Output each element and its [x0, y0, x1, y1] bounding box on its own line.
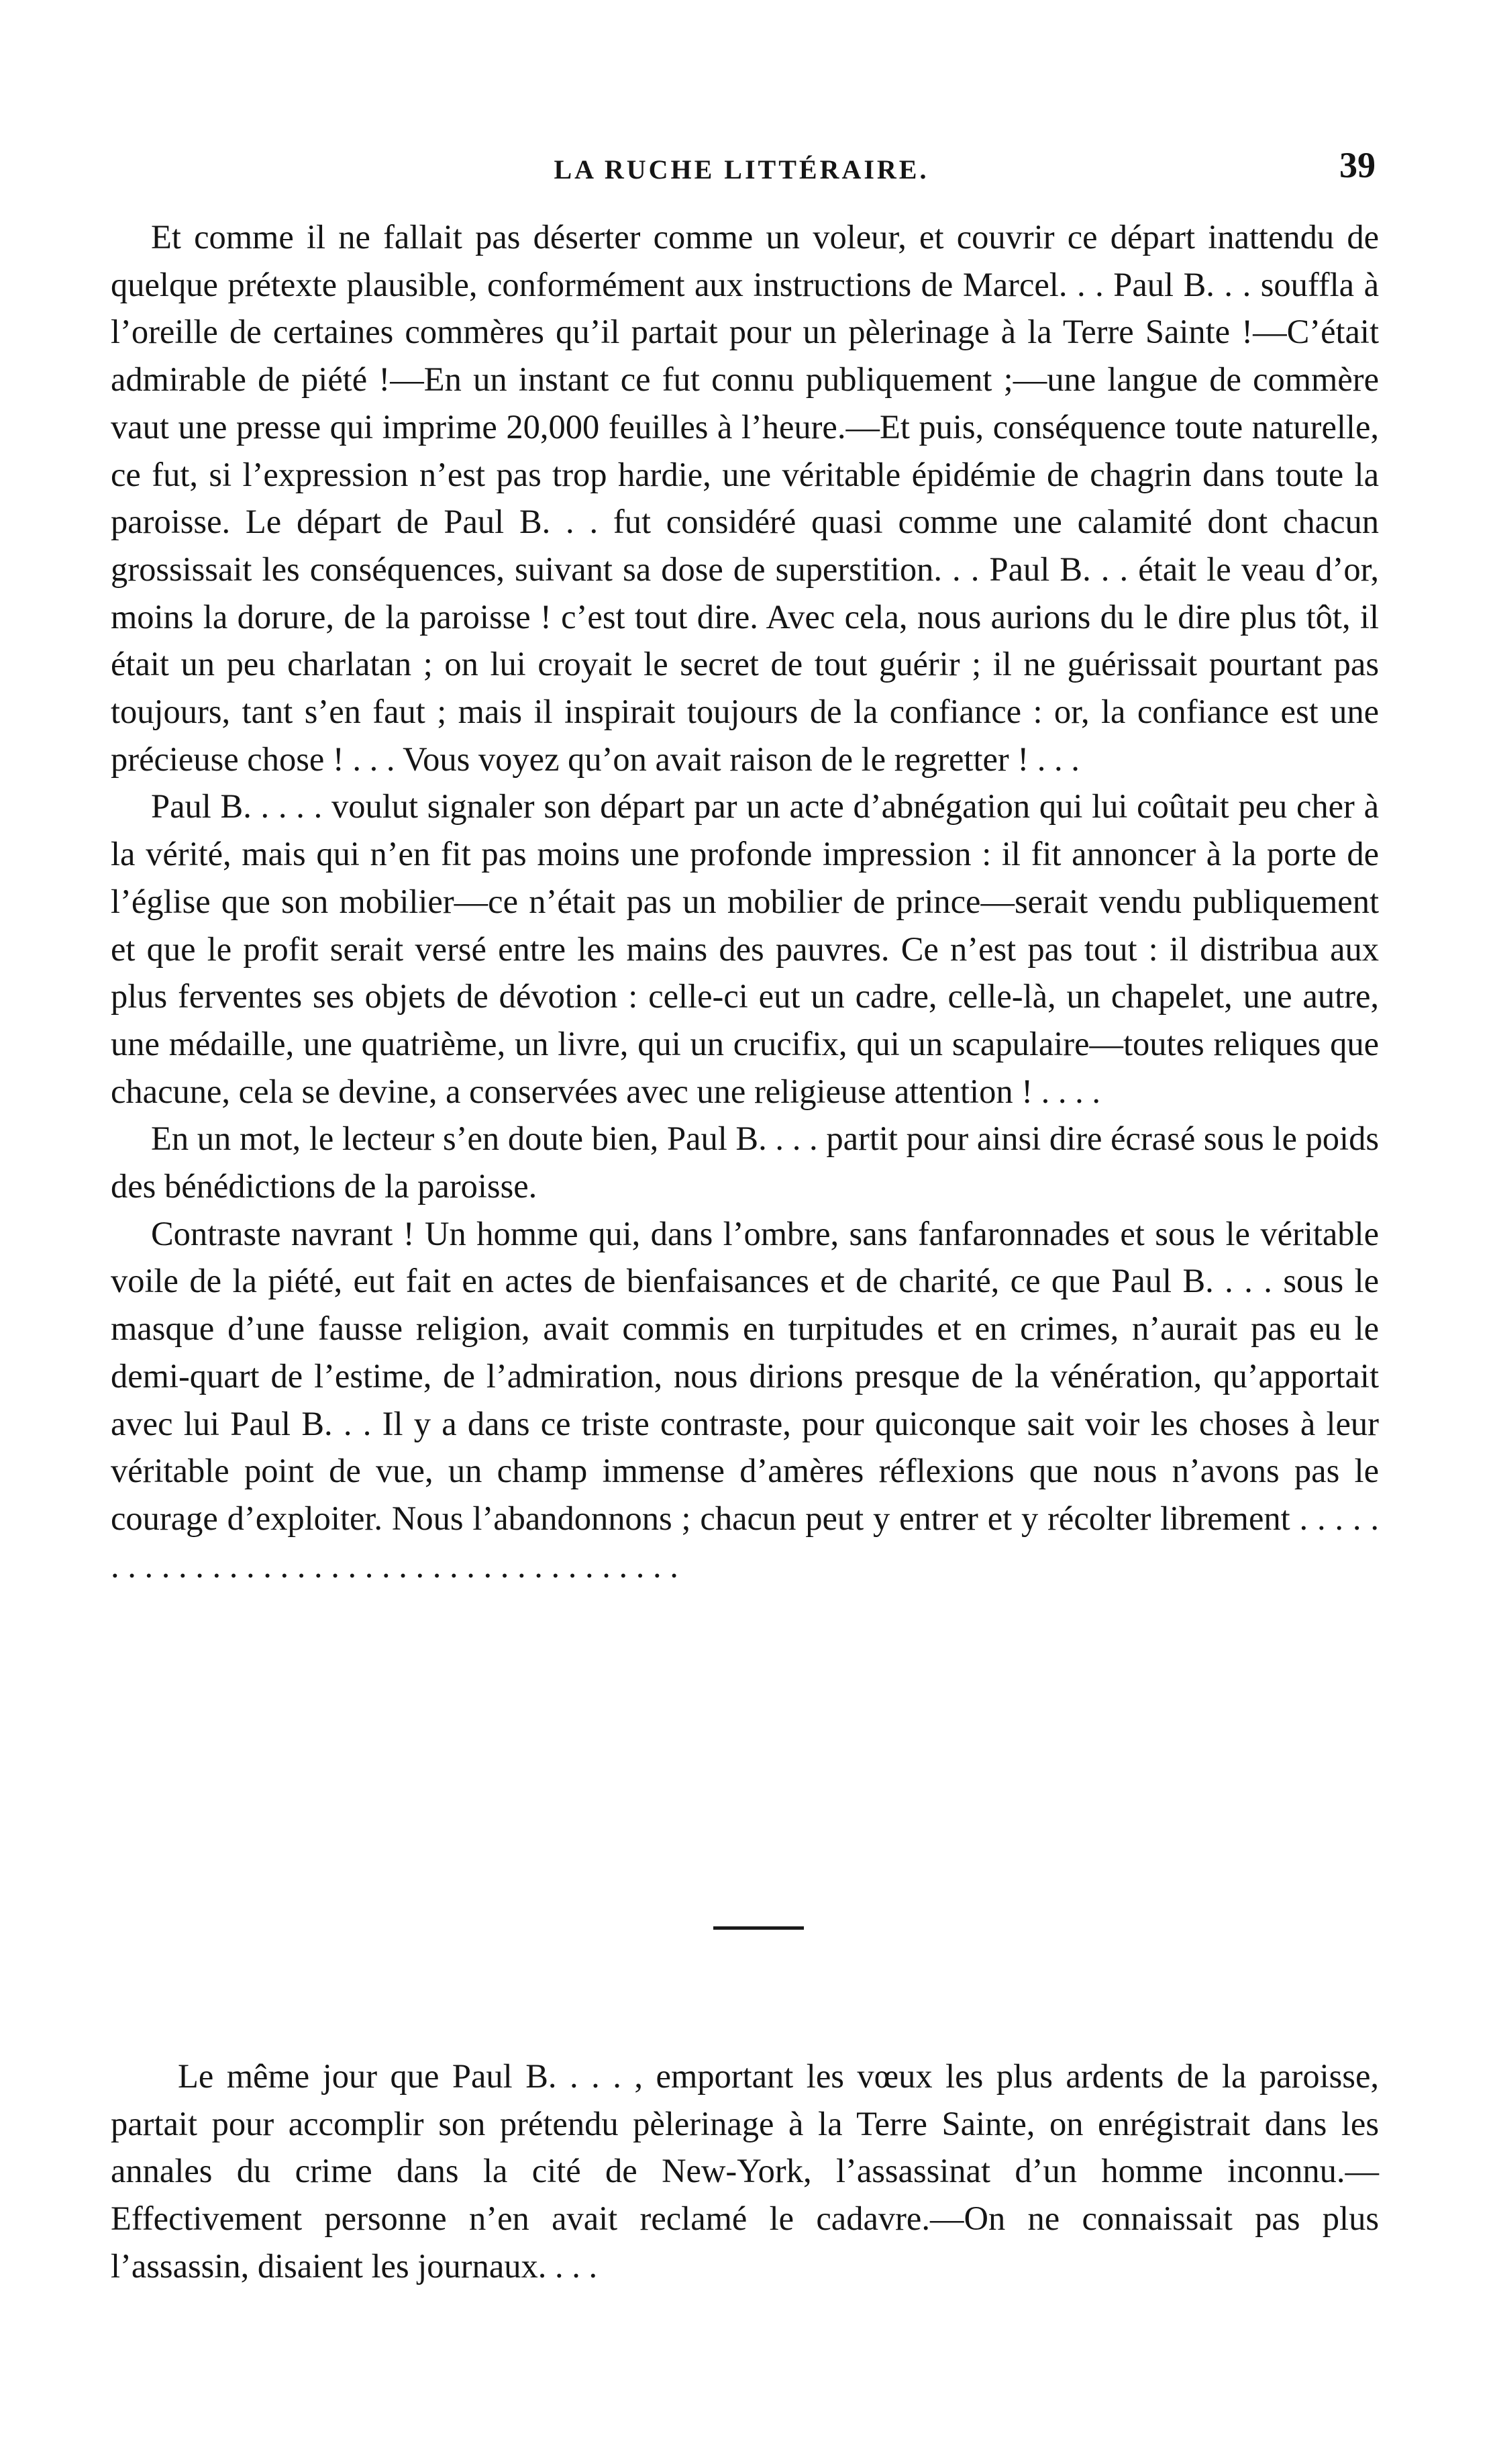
- paragraph: En un mot, le lecteur s’en doute bien, Paul B. . . . partit pour ainsi dire écrasé sous le poids des bénédictions de la paroisse.: [111, 1120, 1379, 1205]
- running-head: LA RUCHE LITTÉRAIRE.: [554, 154, 929, 185]
- page-header: [107, 144, 1376, 198]
- section-divider: [713, 1926, 804, 1930]
- paragraph: Le même jour que Paul B. . . . , emportant les vœux les plus ardents de la paroisse, partait pour accomplir son prétendu pèlerinage à la Terre Sainte, on enrégistrait dans les annales du crime dans la cité de New-York, l’assassinat d’un homme inconnu.—Effectivement personne n’en avait reclamé le cadavre.—On ne connaissait pas plus l’assassin, disaient les journaux. . . .: [111, 2057, 1379, 2285]
- paragraph: Et comme il ne fallait pas déserter comme un voleur, et couvrir ce départ inattendu de quelque prétexte plausible, conformément aux instructions de Marcel. . . Paul B. . . souffla à l’oreille de certaines commères qu’il partait pour un pèlerinage à la Terre Sainte !—C’était admirable de piété !—En un instant ce fut connu publiquement ;—une langue de commère vaut une presse qui imprime 20,000 feuilles à l’heure.—Et puis, conséquence toute naturelle, ce fut, si l’expression n’est pas trop hardie, une véritable épidémie de chagrin dans toute la paroisse. Le départ de Paul B. . . fut considéré quasi comme une calamité dont chacun grossissait les conséquences, suivant sa dose de superstition. . . Paul B. . . était le veau d’or, moins la dorure, de la paroisse ! c’est tout dire. Avec cela, nous aurions du le dire plus tôt, il était un peu charlatan ; on lui croyait le secret de tout guérir ; il ne guérissait pourtant pas toujours, tant s’en faut ; mais il inspirait toujours de la confiance : or, la confiance est une précieuse chose ! . . . Vous voyez qu’on avait raison de le regretter ! . . .: [111, 218, 1379, 778]
- body-text: [111, 213, 1379, 1589]
- page-number: 39: [1339, 145, 1376, 185]
- paragraph: Contraste navrant ! Un homme qui, dans l’ombre, sans fanfaronnades et sous le véritable voile de la piété, eut fait en actes de bienfaisances et de charité, ce que Paul B. . . . sous le masque d’une fausse religion, avait commis en turpitudes et en crimes, n’aurait pas eu le demi-quart de l’estime, de l’admiration, nous dirions presque de la vénération, qu’apportait avec lui Paul B. . . Il y a dans ce triste contraste, pour quiconque sait voir les choses à leur véritable point de vue, un champ immense d’amères réflexions que nous n’avons pas le courage d’exploiter. Nous l’abandonnons ; chacun peut y entrer et y récolter librement . . . . . . . . . . . . . . . . . . . . . . . . . . . . . . . . . . . . . . .: [111, 1214, 1379, 1585]
- closing-section: [111, 2053, 1379, 2290]
- paragraph: Paul B. . . . . voulut signaler son départ par un acte d’abnégation qui lui coûtait peu cher à la vérité, mais qui n’en fit pas moins une profonde impression : il fit annoncer à la porte de l’église que son mobilier—ce n’était pas un mobilier de prince—serait vendu publiquement et que le profit serait versé entre les mains des pauvres. Ce n’est pas tout : il distribua aux plus ferventes ses objets de dévotion : celle-ci eut un cadre, celle-là, un chapelet, une autre, une médaille, une quatrième, un livre, qui un crucifix, qui un scapulaire—toutes reliques que chacune, cela se devine, a conservées avec une religieuse attention ! . . . .: [111, 787, 1379, 1110]
